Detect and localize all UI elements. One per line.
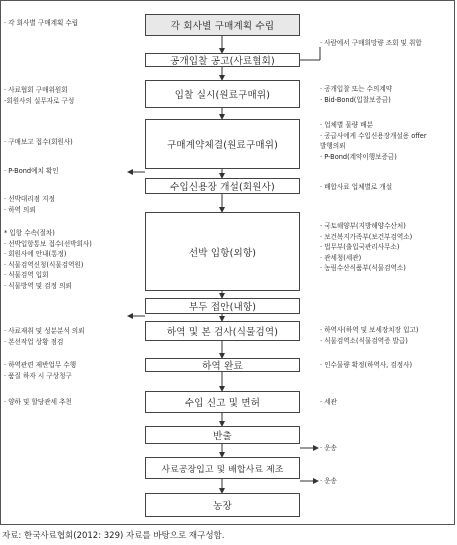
step-box-5: 수입신용장 개설(회원사)	[145, 178, 300, 194]
left-note-4	[4, 166, 59, 177]
step-box-9: 하역 완료	[145, 358, 300, 372]
note-line: · 공급사에게 수입신용장개설용 offer	[320, 131, 427, 140]
step-box-12: 사료공장입고 및 배합사료 제조	[145, 457, 300, 479]
left-note-3	[4, 137, 73, 148]
right-note-1	[320, 38, 422, 49]
step-box-3: 입찰 실시(원료구매위)	[145, 80, 300, 108]
note-line: · 식물검역신청(식물검역원)	[4, 260, 84, 269]
note-line: · 공개입찰 또는 수의계약	[320, 85, 393, 93]
note-line: · 국토해양부(지방해양수산처)	[320, 222, 406, 230]
note-line: · Bid-Bond(입찰보증금)	[320, 95, 391, 104]
note-line: · 세관	[320, 398, 337, 406]
right-note-9	[320, 443, 337, 454]
source-caption: 자료: 한국사료협회(2012: 329) 자료를 바탕으로 재구성함.	[2, 531, 225, 541]
note-line: · 사료재취 및 성분분석 의뢰	[4, 327, 85, 335]
step-box-13: 농장	[145, 493, 300, 517]
note-line: · 각 회사별 구매계획 수립	[4, 19, 79, 27]
note-line: · P-Bond(계약이행보증금)	[320, 152, 397, 161]
note-line: · 품질 하자 시 구상청구	[4, 371, 72, 380]
note-line: -회원사의 실무자로 구성	[4, 96, 75, 105]
step-box-10: 수입 신고 및 면허	[145, 391, 300, 413]
note-line: · 선박입항통보 접수(선박회사)	[4, 239, 92, 248]
step-box-6: 선박 입항(외항)	[145, 212, 300, 291]
right-note-7	[320, 360, 412, 371]
note-line: · 식물검역소(식물검역증 발급)	[320, 336, 408, 345]
right-note-6	[320, 325, 418, 346]
step-box-8: 하역 및 본 검사(식물검역)	[145, 321, 300, 341]
note-line: · 본선작업 상황 점검	[4, 337, 64, 346]
left-note-7	[4, 326, 85, 347]
left-note-2	[4, 85, 74, 106]
right-note-4	[320, 182, 392, 193]
left-note-9	[4, 397, 72, 408]
note-line: · 인수물량 확정(하역사, 검정사)	[320, 361, 413, 369]
right-note-5	[320, 221, 412, 274]
left-note-5	[4, 194, 55, 215]
note-line: · 하역사(하역 및 보세장치장 입고)	[320, 326, 419, 334]
note-line: · 관세청(세관)	[320, 253, 362, 262]
note-line: · 보건복지가족부(보건부검역소)	[320, 232, 413, 241]
note-line: · 양하 및 할당관세 추천	[4, 398, 72, 406]
step-box-7: 부두 접안(내항)	[145, 298, 300, 314]
right-note-3	[320, 120, 427, 162]
note-line: · 농림수산식품부(식물검역소)	[320, 264, 406, 272]
left-note-1	[4, 18, 78, 29]
right-note-2	[320, 84, 392, 105]
note-line: 발행의뢰	[320, 142, 346, 150]
note-line: · 구매보고 접수(회원사)	[4, 138, 73, 146]
note-line: · 운송	[320, 444, 337, 452]
note-line: · 사람에서 구매희망량 조회 및 취합	[320, 39, 422, 47]
note-line: · 선박대리점 지정	[4, 195, 55, 203]
note-line: · 업체별 물량 배분	[320, 121, 373, 129]
note-line: · 배합사료 업체별로 개설	[320, 183, 393, 191]
left-note-6	[4, 228, 92, 291]
left-arrows	[128, 172, 145, 316]
right-note-10	[320, 476, 337, 487]
note-line: * 입항 수속(절차)	[4, 229, 55, 237]
step-box-11: 반출	[145, 426, 300, 444]
right-arrows	[300, 47, 320, 481]
note-line: · 식물방역 및 검정 의뢰	[4, 281, 72, 290]
note-line: · 회원사에 안내(통정)	[4, 250, 67, 258]
step-box-2: 공개입찰 공고(사료협회)	[145, 53, 300, 67]
note-line: · 하역 의뢰	[4, 205, 36, 214]
right-note-8	[320, 397, 337, 408]
note-line: · 사료협회 구매위원회	[4, 86, 68, 94]
note-line: · 운송	[320, 477, 337, 485]
note-line: · 하역관련 제반업무 수행	[4, 361, 77, 369]
step-box-1: 각 회사별 구매계획 수립	[145, 14, 300, 36]
step-box-4: 구매계약체결(원료구매위)	[145, 119, 300, 169]
note-line: · 식물검역 입회	[4, 271, 49, 279]
note-line: · P-Bond예치 확인	[4, 167, 59, 175]
left-note-8	[4, 360, 76, 381]
note-line: · 법무부(출입국관리사무소)	[320, 243, 400, 251]
